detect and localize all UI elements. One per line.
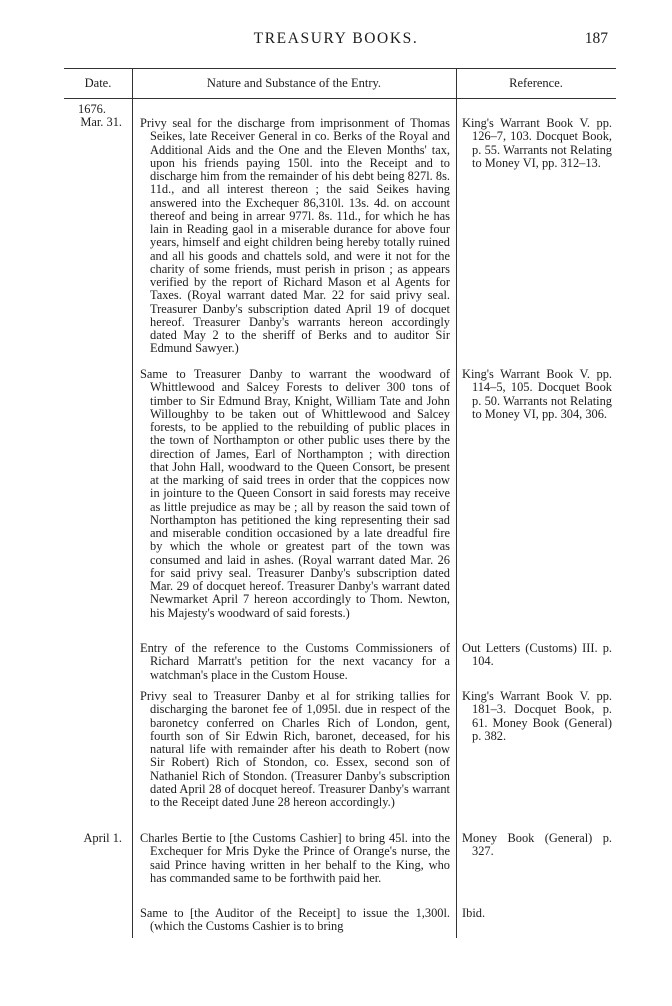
page-header (0, 30, 672, 52)
entry-text: Privy seal to Treasurer Danby et al for striking tallies for discharging the baronet fee of 1,095l. due in respect of the baronetcy conferred on Charles Rich of London, gent, fourth son of Sir Edwin Rich, baronet, deceased, for his natural life with remainder after his death to Robert (now Sir Robert) Rich of Stondon, co. Essex, second son of Nathaniel Rich of Stondon. (Treasurer Danby's subscription dated April 28 of docquet hereof. Treasurer Danby's warrant to the Receipt dated June 28 hereon accordingly.) (140, 689, 450, 809)
reference-column-header: Reference. (509, 76, 563, 90)
entry-column-header: Nature and Substance of the Entry. (206, 76, 382, 90)
entry-text: Same to [the Auditor of the Receipt] to issue the 1,300l. (which the Customs Cashier is to bring (140, 906, 450, 934)
entry-day: April 1. (83, 831, 122, 845)
entry-reference: King's Warrant Book V. pp. 181–3. Docquet Book, p. 61. Money Book (General) p. 382. (462, 689, 612, 743)
entry-day: Mar. 31. (80, 115, 122, 130)
running-title: TREASURY BOOKS. (253, 30, 419, 47)
entry-reference: King's Warrant Book V. pp. 126–7, 103. Docquet Book, p. 55. Warrants not Relating to Money VI, pp. 312–13. (462, 116, 612, 170)
date-column-rule (132, 68, 133, 938)
entry-date (62, 832, 122, 845)
date-column-header: Date. (84, 76, 112, 90)
entry-text: Same to Treasurer Danby to warrant the woodward of Whittlewood and Salcey Forests to deliver 300 tons of timber to Sir Edmund Bray, Knight, William Tate and John Willoughby to be taken out of Whittlewood and Salcey forests, to be applied to the rebuilding of public places in the town of Northampton or other public uses there by the direction of James, Earl of Northampton ; with direction that John Hall, woodward to the Queen Consort, be present at the marking of said trees in order that the coppices now in jointure to the Queen Consort in said forests may receive as little prejudice as may be ; all by reason the said town of Northampton has petitioned the king representing their sad and miserable condition occasioned by a late dreadful fire by which the whole or greatest part of the town was consumed and laid in ashes. (Royal warrant dated Mar. 26 for said privy seal. Treasurer Danby's subscription dated Mar. 29 of docquet hereof. Treasurer Danby's warrant dated Newmarket April 7 hereon accordingly to Thom. Newton, his Majesty's woodward of said forests.) (140, 367, 450, 620)
entry-reference: Money Book (General) p. 327. (462, 831, 612, 859)
entry-year: 1676. (78, 102, 106, 116)
table-header-rule (64, 98, 616, 99)
entry-text: Charles Bertie to [the Customs Cashier] to bring 45l. into the Exchequer for Mris Dyke the Prince of Orange's nurse, the said Prince having written in her behalf to the King, who has commanded same to be forthwith paid her. (140, 831, 450, 885)
entry-text: Privy seal for the discharge from imprisonment of Thomas Seikes, late Receiver General in co. Berks of the Royal and Additional Aids and the One and the Eleven Months' tax, upon his friends paying 150l. into the Receipt and to discharge him from the remainder of his debt being 827l. 8s. 11d., and all interest thereon ; the said Seikes having answered into the Exchequer 86,310l. 13s. 4d. on account thereof and being in arrear 977l. 8s. 11d., for which he has lain in Reading gaol in a miserable durance for above four years, himself and eight children being hereby totally ruined and all his goods and chattels sold, and were it not for the charity of some friends, must perish in prison ; as appears verified by the report of Richard Mason et al Agents for Taxes. (Royal warrant dated Mar. 22 for said privy seal. Treasurer Danby's subscription dated April 19 of docquet hereof. Treasurer Danby's warrants hereon accordingly dated May 2 to the sheriff of Berks and to auditor Sir Edmund Sawyer.) (140, 116, 450, 356)
entry-text: Entry of the reference to the Customs Commissioners of Richard Marratt's petition for the next vacancy for a watchman's place in the Custom House. (140, 641, 450, 682)
entry-reference: Ibid. (462, 906, 486, 920)
entry-reference: King's Warrant Book V. pp. 114–5, 105. Docquet Book p. 50. Warrants not Relating to Money VI, pp. 304, 306. (462, 367, 612, 421)
table-top-rule (64, 68, 616, 69)
reference-column-rule (456, 68, 457, 938)
entry-reference: Out Letters (Customs) III. p. 104. (462, 641, 612, 669)
entry-date (62, 103, 122, 130)
page-number: 187 (584, 30, 608, 47)
